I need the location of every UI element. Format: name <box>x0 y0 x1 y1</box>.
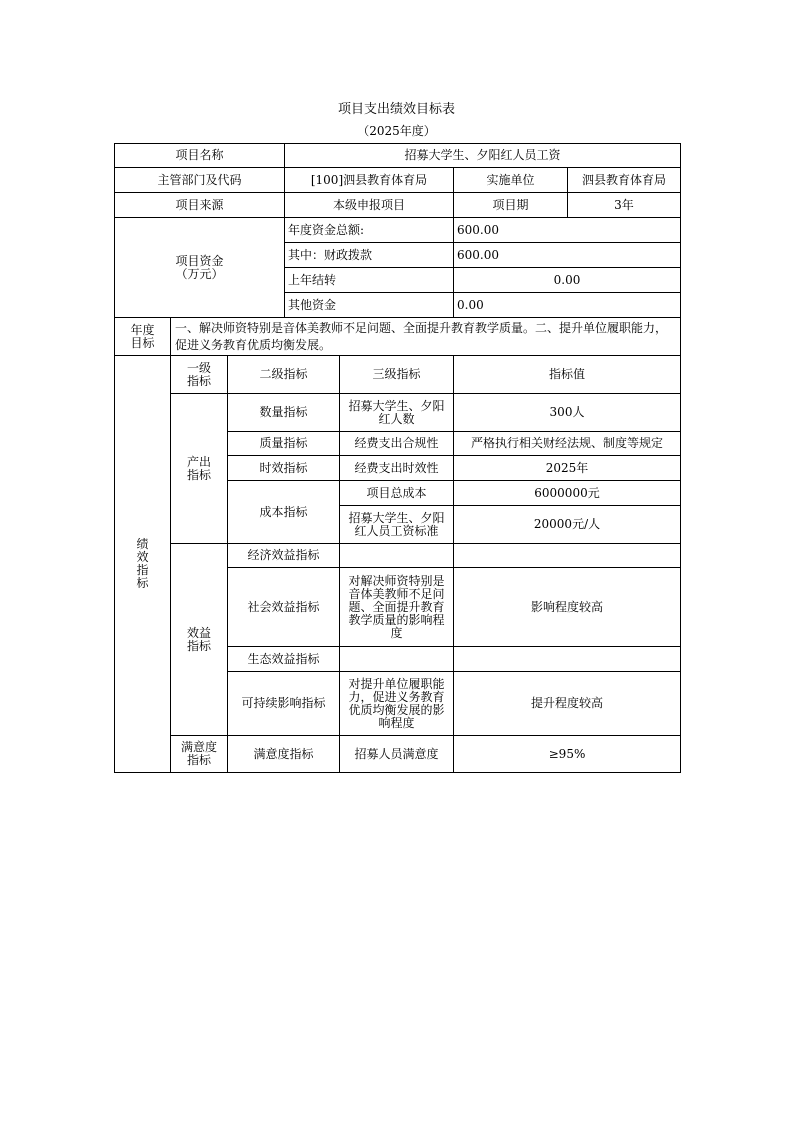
funds-carryover-value: 0.00 <box>454 268 681 293</box>
quality-l2: 质量指标 <box>228 432 340 456</box>
satisfaction-indicators-label: 满意度 指标 <box>171 736 228 773</box>
funds-carryover-label: 上年结转 <box>285 268 454 293</box>
quantity-l3: 招募大学生、夕阳红人数 <box>340 394 454 432</box>
funds-other-value: 0.00 <box>454 293 681 318</box>
header-level3: 三级指标 <box>340 356 454 394</box>
timeliness-value: 2025年 <box>454 456 681 481</box>
economic-l2: 经济效益指标 <box>228 544 340 568</box>
period-label: 项目期 <box>454 193 568 218</box>
ecological-value <box>454 647 681 672</box>
quantity-value: 300人 <box>454 394 681 432</box>
funds-total-label: 年度资金总额: <box>285 218 454 243</box>
period-value: 3年 <box>568 193 681 218</box>
sustainable-l3: 对提升单位履职能力，促进义务教育优质均衡发展的影响程度 <box>340 672 454 736</box>
cost-total-value: 6000000元 <box>454 481 681 506</box>
implementing-unit-label: 实施单位 <box>454 168 568 193</box>
economic-l3 <box>340 544 454 568</box>
economic-value <box>454 544 681 568</box>
quantity-l2: 数量指标 <box>228 394 340 432</box>
project-name-label: 项目名称 <box>114 143 285 168</box>
indicators-label: 绩 效 指 标 <box>114 356 171 773</box>
satisfaction-value: ≥95% <box>454 736 681 773</box>
implementing-unit-value: 泗县教育体育局 <box>568 168 681 193</box>
ecological-l2: 生态效益指标 <box>228 647 340 672</box>
goal-text: 一、解决师资特别是音体美教师不足问题、全面提升教育教学质量。二、提升单位履职能力，促进义务教育优质均衡发展。 <box>171 318 681 356</box>
cost-standard-value: 20000元/人 <box>454 506 681 544</box>
page-title: 项目支出绩效目标表 <box>337 102 455 117</box>
ecological-l3 <box>340 647 454 672</box>
social-l2: 社会效益指标 <box>228 568 340 647</box>
funds-fiscal-value: 600.00 <box>454 243 681 268</box>
satisfaction-l2: 满意度指标 <box>228 736 340 773</box>
department-value: [100]泗县教育体育局 <box>285 168 454 193</box>
cost-total-l3: 项目总成本 <box>340 481 454 506</box>
timeliness-l2: 时效指标 <box>228 456 340 481</box>
sustainable-value: 提升程度较高 <box>454 672 681 736</box>
department-label: 主管部门及代码 <box>114 168 285 193</box>
header-level2: 二级指标 <box>228 356 340 394</box>
quality-value: 严格执行相关财经法规、制度等规定 <box>454 432 681 456</box>
source-value: 本级申报项目 <box>285 193 454 218</box>
header-value: 指标值 <box>454 356 681 394</box>
page-subtitle: （2025年度） <box>357 124 436 138</box>
source-label: 项目来源 <box>114 193 285 218</box>
funds-other-label: 其他资金 <box>285 293 454 318</box>
cost-l2: 成本指标 <box>228 481 340 544</box>
social-l3: 对解决师资特别是音体美教师不足问题、全面提升教育教学质量的影响程度 <box>340 568 454 647</box>
cost-standard-l3: 招募大学生、夕阳红人员工资标准 <box>340 506 454 544</box>
benefit-indicators-label: 效益 指标 <box>171 544 228 736</box>
sustainable-l2: 可持续影响指标 <box>228 672 340 736</box>
goal-label: 年度 目标 <box>114 318 171 356</box>
funds-total-value: 600.00 <box>454 218 681 243</box>
funds-fiscal-label: 其中：财政拨款 <box>285 243 454 268</box>
output-indicators-label: 产出 指标 <box>171 394 228 544</box>
project-name-value: 招募大学生、夕阳红人员工资 <box>285 143 681 168</box>
funds-label: 项目资金 （万元） <box>114 218 285 318</box>
social-value: 影响程度较高 <box>454 568 681 647</box>
timeliness-l3: 经费支出时效性 <box>340 456 454 481</box>
header-level1: 一级 指标 <box>171 356 228 394</box>
satisfaction-l3: 招募人员满意度 <box>340 736 454 773</box>
quality-l3: 经费支出合规性 <box>340 432 454 456</box>
